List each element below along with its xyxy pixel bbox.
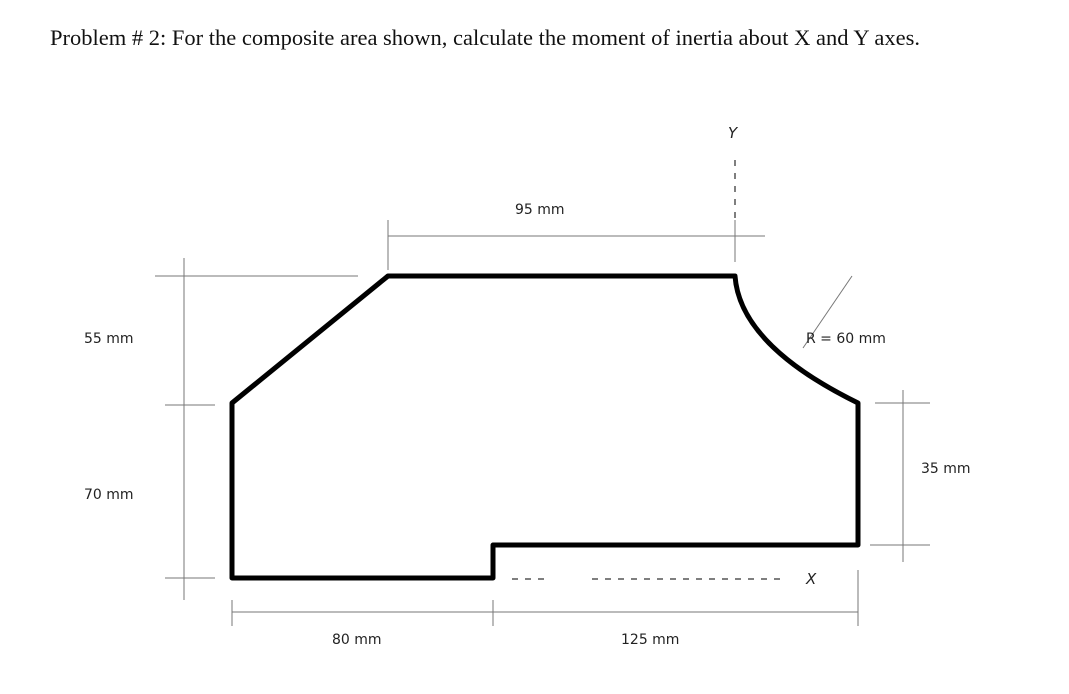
dimension-top-95 xyxy=(388,220,765,270)
dim-label-35mm: 35 mm xyxy=(921,461,971,477)
dim-label-95mm: 95 mm xyxy=(515,202,565,218)
y-axis-label: Y xyxy=(728,124,738,142)
x-axis-label: X xyxy=(806,570,817,588)
dim-label-55mm: 55 mm xyxy=(84,331,134,347)
dimension-left xyxy=(155,258,358,600)
composite-shape-outline xyxy=(232,276,858,578)
problem-statement: Problem # 2: For the composite area shown, calculate the moment of inertia about X and Y axes. xyxy=(50,25,920,50)
dim-label-80mm: 80 mm xyxy=(332,632,382,648)
dim-label-70mm: 70 mm xyxy=(84,487,134,503)
radius-label: R = 60 mm xyxy=(806,331,886,347)
dim-label-125mm: 125 mm xyxy=(621,632,680,648)
